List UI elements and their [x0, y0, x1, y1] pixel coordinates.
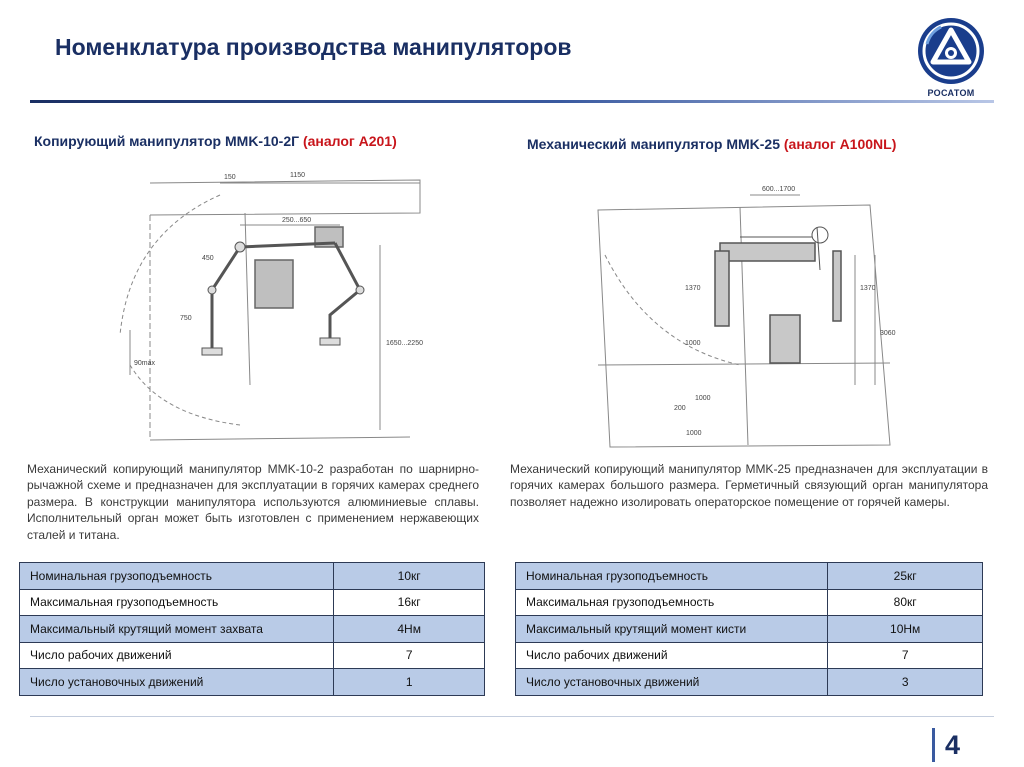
table-row: [516, 642, 983, 669]
header-divider: [30, 100, 994, 103]
logo-text: РОСАТОМ: [927, 88, 975, 98]
page-number-bar: [932, 728, 935, 762]
left-subtitle-text: Копирующий манипулятор МMK-10-2Г: [34, 133, 300, 149]
right-subtitle: [527, 136, 896, 152]
spec-label: Число рабочих движений: [516, 642, 828, 669]
dim-1000-c: 1000: [686, 430, 702, 437]
dim-200: 200: [674, 405, 686, 412]
atom-icon: [911, 14, 991, 88]
spec-value: 4Нм: [334, 616, 485, 643]
spec-label: Номинальная грузоподъемность: [516, 563, 828, 590]
spec-label: Максимальный крутящий момент захвата: [20, 616, 334, 643]
dim-150: 150: [224, 174, 236, 181]
table-row: [20, 563, 485, 590]
spec-label: Максимальный крутящий момент кисти: [516, 616, 828, 643]
left-analog: (аналог А201): [302, 133, 397, 149]
spec-label: Число установочных движений: [516, 669, 828, 696]
table-row: [516, 616, 983, 643]
dim-1370-a: 1370: [685, 285, 701, 292]
dim-250-650: 250...650: [282, 217, 312, 224]
spec-value: 10кг: [334, 563, 485, 590]
spec-label: Максимальная грузоподъемность: [516, 589, 828, 616]
spec-value: 7: [334, 642, 485, 669]
right-spec-table: [515, 562, 983, 696]
dim-1150: 1150: [290, 172, 306, 179]
right-analog: (аналог А100NL): [783, 136, 897, 152]
dim-1000-b: 1000: [695, 395, 711, 402]
table-row: [20, 616, 485, 643]
spec-label: Число рабочих движений: [20, 642, 334, 669]
spec-label: Число установочных движений: [20, 669, 334, 696]
dim-90max: 90max: [134, 360, 156, 367]
spec-value: 3: [828, 669, 983, 696]
mmk-25-drawing: [590, 175, 920, 455]
dim-1000-a: 1000: [685, 340, 701, 347]
left-spec-table: [19, 562, 485, 696]
dim-1370-b: 1370: [860, 285, 876, 292]
page-title: Номенклатура производства манипуляторов: [55, 34, 572, 60]
spec-label: Максимальная грузоподъемность: [20, 589, 334, 616]
table-row: [20, 589, 485, 616]
footer-divider: [30, 716, 994, 717]
table-row: [516, 563, 983, 590]
spec-value: 16кг: [334, 589, 485, 616]
table-row: [20, 642, 485, 669]
spec-value: 25кг: [828, 563, 983, 590]
dim-600-1700: 600...1700: [762, 186, 796, 193]
dim-3060: 3060: [880, 330, 896, 337]
table-row: [516, 669, 983, 696]
left-description: Механический копирующий манипулятор МMK-10-2 разработан по шарнирно-рычажной схеме и предназначен для эксплуатации в горячих камерах среднего размера. В конструкции манипулятора используются алюминиевые сплавы. Исполнительный орган может быть изготовлен с применением нержавеющих сталей и титана.: [27, 462, 479, 542]
spec-label: Номинальная грузоподъемность: [20, 563, 334, 590]
right-subtitle-text: Механический манипулятор МMK-25: [527, 136, 780, 152]
left-subtitle: [34, 133, 397, 149]
dim-450: 450: [202, 255, 214, 262]
rosatom-logo: [911, 14, 991, 100]
page-number: 4: [945, 730, 961, 760]
dim-1650-2250: 1650...2250: [386, 340, 423, 347]
spec-value: 1: [334, 669, 485, 696]
mmk-10-2g-drawing: [90, 165, 465, 455]
spec-value: 80кг: [828, 589, 983, 616]
right-description: Механический копирующий манипулятор МMK-25 предназначен для эксплуатации в горячих камерах большого размера. Герметичный связующий орган манипулятора позволяет надежно изолировать операторское помещение от горячей камеры.: [510, 462, 988, 509]
spec-value: 10Нм: [828, 616, 983, 643]
table-row: [20, 669, 485, 696]
table-row: [516, 589, 983, 616]
spec-value: 7: [828, 642, 983, 669]
dim-750: 750: [180, 315, 192, 322]
